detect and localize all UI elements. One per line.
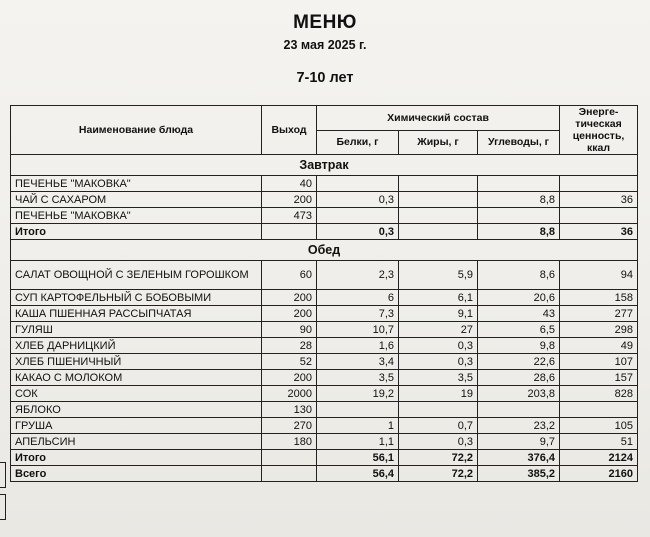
dish-protein: 0,3: [317, 192, 399, 208]
dish-kcal: 94: [560, 261, 638, 290]
grand-total-row: [11, 466, 638, 482]
dish-carbs: 9,8: [478, 338, 560, 354]
dish-kcal: 36: [560, 192, 638, 208]
dish-protein: 7,3: [317, 306, 399, 322]
total-label: Итого: [11, 450, 262, 466]
dish-fat: [399, 176, 478, 192]
dish-yield: 52: [262, 354, 317, 370]
dish-carbs: 9,7: [478, 434, 560, 450]
dish-carbs: 8,8: [478, 192, 560, 208]
dish-name: ПЕЧЕНЬЕ "МАКОВКА": [11, 208, 262, 224]
total-yield: [262, 224, 317, 240]
dish-protein: 1: [317, 418, 399, 434]
dish-yield: 2000: [262, 386, 317, 402]
age-group: 7-10 лет: [296, 70, 354, 86]
dish-fat: [399, 192, 478, 208]
dish-yield: 60: [262, 261, 317, 290]
dish-fat: 19: [399, 386, 478, 402]
dish-name: КАКАО С МОЛОКОМ: [11, 370, 262, 386]
dish-yield: 473: [262, 208, 317, 224]
dish-row: [11, 402, 638, 418]
dish-kcal: 828: [560, 386, 638, 402]
dish-kcal: 105: [560, 418, 638, 434]
dish-name: ХЛЕБ ДАРНИЦКИЙ: [11, 338, 262, 354]
section-row: [11, 240, 638, 261]
menu-table: [10, 105, 638, 482]
dish-yield: 180: [262, 434, 317, 450]
dish-name: ГУЛЯШ: [11, 322, 262, 338]
section-row: [11, 155, 638, 176]
dish-protein: [317, 208, 399, 224]
dish-kcal: 49: [560, 338, 638, 354]
dish-kcal: 51: [560, 434, 638, 450]
section-title: Обед: [11, 240, 638, 261]
dish-kcal: [560, 208, 638, 224]
dish-carbs: [478, 402, 560, 418]
dish-name: ЧАЙ С САХАРОМ: [11, 192, 262, 208]
total-protein: 56,1: [317, 450, 399, 466]
total-kcal: 2160: [560, 466, 638, 482]
dish-name: СУП КАРТОФЕЛЬНЫЙ С БОБОВЫМИ: [11, 290, 262, 306]
dish-yield: 28: [262, 338, 317, 354]
dish-carbs: [478, 208, 560, 224]
col-chem-header: Химический состав: [317, 106, 560, 131]
dish-carbs: 20,6: [478, 290, 560, 306]
margin-mark: [0, 462, 6, 488]
dish-fat: [399, 402, 478, 418]
col-energy-header: Энерге- тическая ценность, ккал: [560, 106, 638, 155]
dish-carbs: 6,5: [478, 322, 560, 338]
total-kcal: 36: [560, 224, 638, 240]
dish-row: [11, 176, 638, 192]
dish-kcal: [560, 402, 638, 418]
dish-name: ЯБЛОКО: [11, 402, 262, 418]
dish-fat: 9,1: [399, 306, 478, 322]
dish-fat: 5,9: [399, 261, 478, 290]
dish-protein: 10,7: [317, 322, 399, 338]
dish-name: КАША ПШЕННАЯ РАССЫПЧАТАЯ: [11, 306, 262, 322]
total-fat: [399, 224, 478, 240]
dish-kcal: 298: [560, 322, 638, 338]
dish-row: [11, 434, 638, 450]
breakfast-total-row: [11, 224, 638, 240]
dish-name: ХЛЕБ ПШЕНИЧНЫЙ: [11, 354, 262, 370]
total-fat: 72,2: [399, 466, 478, 482]
dish-fat: [399, 208, 478, 224]
dish-fat: 0,3: [399, 354, 478, 370]
dish-name: САЛАТ ОВОЩНОЙ С ЗЕЛЕНЫМ ГОРОШКОМ: [11, 261, 262, 290]
total-carbs: 385,2: [478, 466, 560, 482]
dish-row: [11, 261, 638, 290]
dish-row: [11, 418, 638, 434]
dish-yield: 200: [262, 306, 317, 322]
dish-name: ПЕЧЕНЬЕ "МАКОВКА": [11, 176, 262, 192]
dish-fat: 27: [399, 322, 478, 338]
dish-name: ГРУША: [11, 418, 262, 434]
dish-name: АПЕЛЬСИН: [11, 434, 262, 450]
total-kcal: 2124: [560, 450, 638, 466]
menu-date: 23 мая 2025 г.: [283, 38, 367, 52]
dish-fat: 6,1: [399, 290, 478, 306]
dish-yield: 130: [262, 402, 317, 418]
dish-row: [11, 338, 638, 354]
dish-fat: 3,5: [399, 370, 478, 386]
dish-row: [11, 208, 638, 224]
dish-protein: 6: [317, 290, 399, 306]
col-carbs-header: Углеводы, г: [478, 130, 560, 155]
dish-kcal: 107: [560, 354, 638, 370]
dish-carbs: [478, 176, 560, 192]
margin-mark: [0, 494, 6, 520]
dish-protein: 3,4: [317, 354, 399, 370]
dish-protein: [317, 176, 399, 192]
dish-carbs: 8,6: [478, 261, 560, 290]
total-label: Всего: [11, 466, 262, 482]
dish-row: [11, 354, 638, 370]
dish-protein: 1,6: [317, 338, 399, 354]
dish-row: [11, 192, 638, 208]
col-yield-header: Выход: [262, 106, 317, 155]
dish-fat: 0,3: [399, 434, 478, 450]
dish-fat: 0,3: [399, 338, 478, 354]
dish-yield: 270: [262, 418, 317, 434]
total-carbs: 8,8: [478, 224, 560, 240]
total-yield: [262, 466, 317, 482]
total-yield: [262, 450, 317, 466]
dish-row: [11, 370, 638, 386]
dish-row: [11, 306, 638, 322]
dish-kcal: 158: [560, 290, 638, 306]
col-dish-header: Наименование блюда: [11, 106, 262, 155]
dish-fat: 0,7: [399, 418, 478, 434]
dish-carbs: 22,6: [478, 354, 560, 370]
dish-name: СОК: [11, 386, 262, 402]
dish-row: [11, 386, 638, 402]
dish-protein: 3,5: [317, 370, 399, 386]
lunch-total-row: [11, 450, 638, 466]
dish-yield: 200: [262, 370, 317, 386]
dish-carbs: 43: [478, 306, 560, 322]
page-title: МЕНЮ: [293, 12, 357, 33]
total-fat: 72,2: [399, 450, 478, 466]
dish-protein: [317, 402, 399, 418]
dish-carbs: 203,8: [478, 386, 560, 402]
dish-yield: 90: [262, 322, 317, 338]
dish-protein: 1,1: [317, 434, 399, 450]
total-label: Итого: [11, 224, 262, 240]
dish-carbs: 23,2: [478, 418, 560, 434]
total-protein: 56,4: [317, 466, 399, 482]
section-title: Завтрак: [11, 155, 638, 176]
header-row: [11, 106, 638, 131]
dish-protein: 2,3: [317, 261, 399, 290]
dish-yield: 200: [262, 192, 317, 208]
dish-carbs: 28,6: [478, 370, 560, 386]
dish-protein: 19,2: [317, 386, 399, 402]
dish-row: [11, 290, 638, 306]
col-protein-header: Белки, г: [317, 130, 399, 155]
dish-kcal: [560, 176, 638, 192]
dish-kcal: 277: [560, 306, 638, 322]
total-carbs: 376,4: [478, 450, 560, 466]
dish-yield: 200: [262, 290, 317, 306]
total-protein: 0,3: [317, 224, 399, 240]
col-fat-header: Жиры, г: [399, 130, 478, 155]
dish-yield: 40: [262, 176, 317, 192]
dish-kcal: 157: [560, 370, 638, 386]
dish-row: [11, 322, 638, 338]
